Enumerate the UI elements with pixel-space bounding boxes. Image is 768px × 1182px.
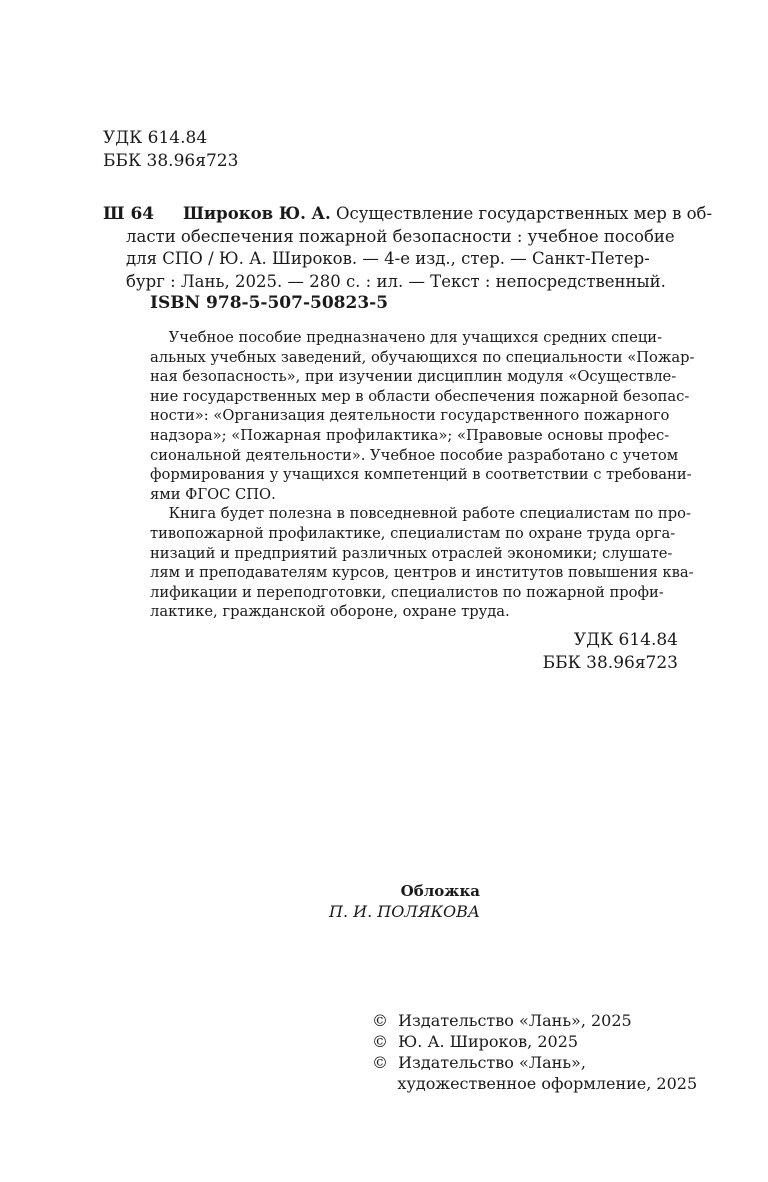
- bib-line: [103, 248, 678, 271]
- annotation-line: Учебное пособие предназначено для учащихся средних специ-: [150, 329, 663, 346]
- bib-text: ласти обеспечения пожарной безопасности : учебное пособие: [126, 226, 675, 246]
- annotation-line: альных учебных заведений, обучающихся по специальности «Пожар-: [150, 348, 695, 366]
- udk-code: УДК 614.84: [573, 630, 678, 650]
- bbk-code: ББК 38.96я723: [542, 653, 678, 673]
- annotation-line: лактике, гражданской обороне, охране труда.: [150, 603, 510, 621]
- copyright-line: художественное оформление, 2025: [372, 1074, 698, 1093]
- annotation-line: низаций и предприятий различных отраслей экономики; слушате-: [150, 544, 673, 562]
- bibliographic-entry: [103, 203, 713, 293]
- annotation-line: сиональной деятельности». Учебное пособие разработано с учетом: [150, 446, 679, 464]
- annotation-line: надзора»; «Пожарная профилактика»; «Правовые основы профес-: [150, 426, 670, 444]
- author-mark: Ш 64: [103, 204, 155, 224]
- bib-line: [103, 203, 713, 226]
- bib-line: [103, 226, 678, 249]
- copyright-line: © Издательство «Лань»,: [372, 1053, 586, 1072]
- cover-label: Обложка: [400, 882, 480, 900]
- copyright-line: © Издательство «Лань», 2025: [372, 1011, 632, 1030]
- copyright-line: © Ю. А. Широков, 2025: [372, 1032, 579, 1051]
- annotation-line: ями ФГОС СПО.: [150, 485, 276, 503]
- bib-line: [103, 271, 678, 294]
- annotation: [150, 328, 695, 622]
- annotation-line: формирования у учащихся компетенций в соответствии с требовани-: [150, 466, 692, 484]
- annotation-line: тивопожарной профилактике, специалистам по охране труда орга-: [150, 524, 676, 542]
- classification-bottom: [478, 629, 678, 675]
- author-name: Широков Ю. А.: [183, 204, 331, 223]
- bib-text: для СПО / Ю. А. Широков. — 4-е изд., стер. — Санкт-Петер-: [126, 249, 650, 269]
- bbk-code: ББК 38.96я723: [103, 151, 239, 171]
- annotation-line: ности»: «Организация деятельности государственного пожарного: [150, 407, 670, 425]
- copyright-block: [372, 1010, 697, 1094]
- annotation-line: лификации и переподготовки, специалистов по пожарной профи-: [150, 583, 664, 601]
- annotation-line: ная безопасность», при изучении дисциплин модуля «Осуществле-: [150, 368, 677, 386]
- classification-top: [103, 127, 238, 173]
- annotation-line: лям и преподавателям курсов, центров и институтов повышения ква-: [150, 564, 694, 582]
- bib-text: бург : Лань, 2025. — 280 с. : ил. — Текст : непосредственный.: [126, 271, 666, 291]
- annotation-line: ние государственных мер в области обеспечения пожарной безопас-: [150, 387, 690, 405]
- isbn: ISBN 978-5-507-50823-5: [150, 293, 389, 313]
- bib-text: Осуществление государственных мер в об-: [330, 204, 713, 223]
- cover-artist: П. И. ПОЛЯКОВА: [329, 902, 480, 921]
- udk-code: УДК 614.84: [103, 128, 208, 148]
- annotation-line: Книга будет полезна в повседневной работе специалистам по про-: [150, 505, 691, 523]
